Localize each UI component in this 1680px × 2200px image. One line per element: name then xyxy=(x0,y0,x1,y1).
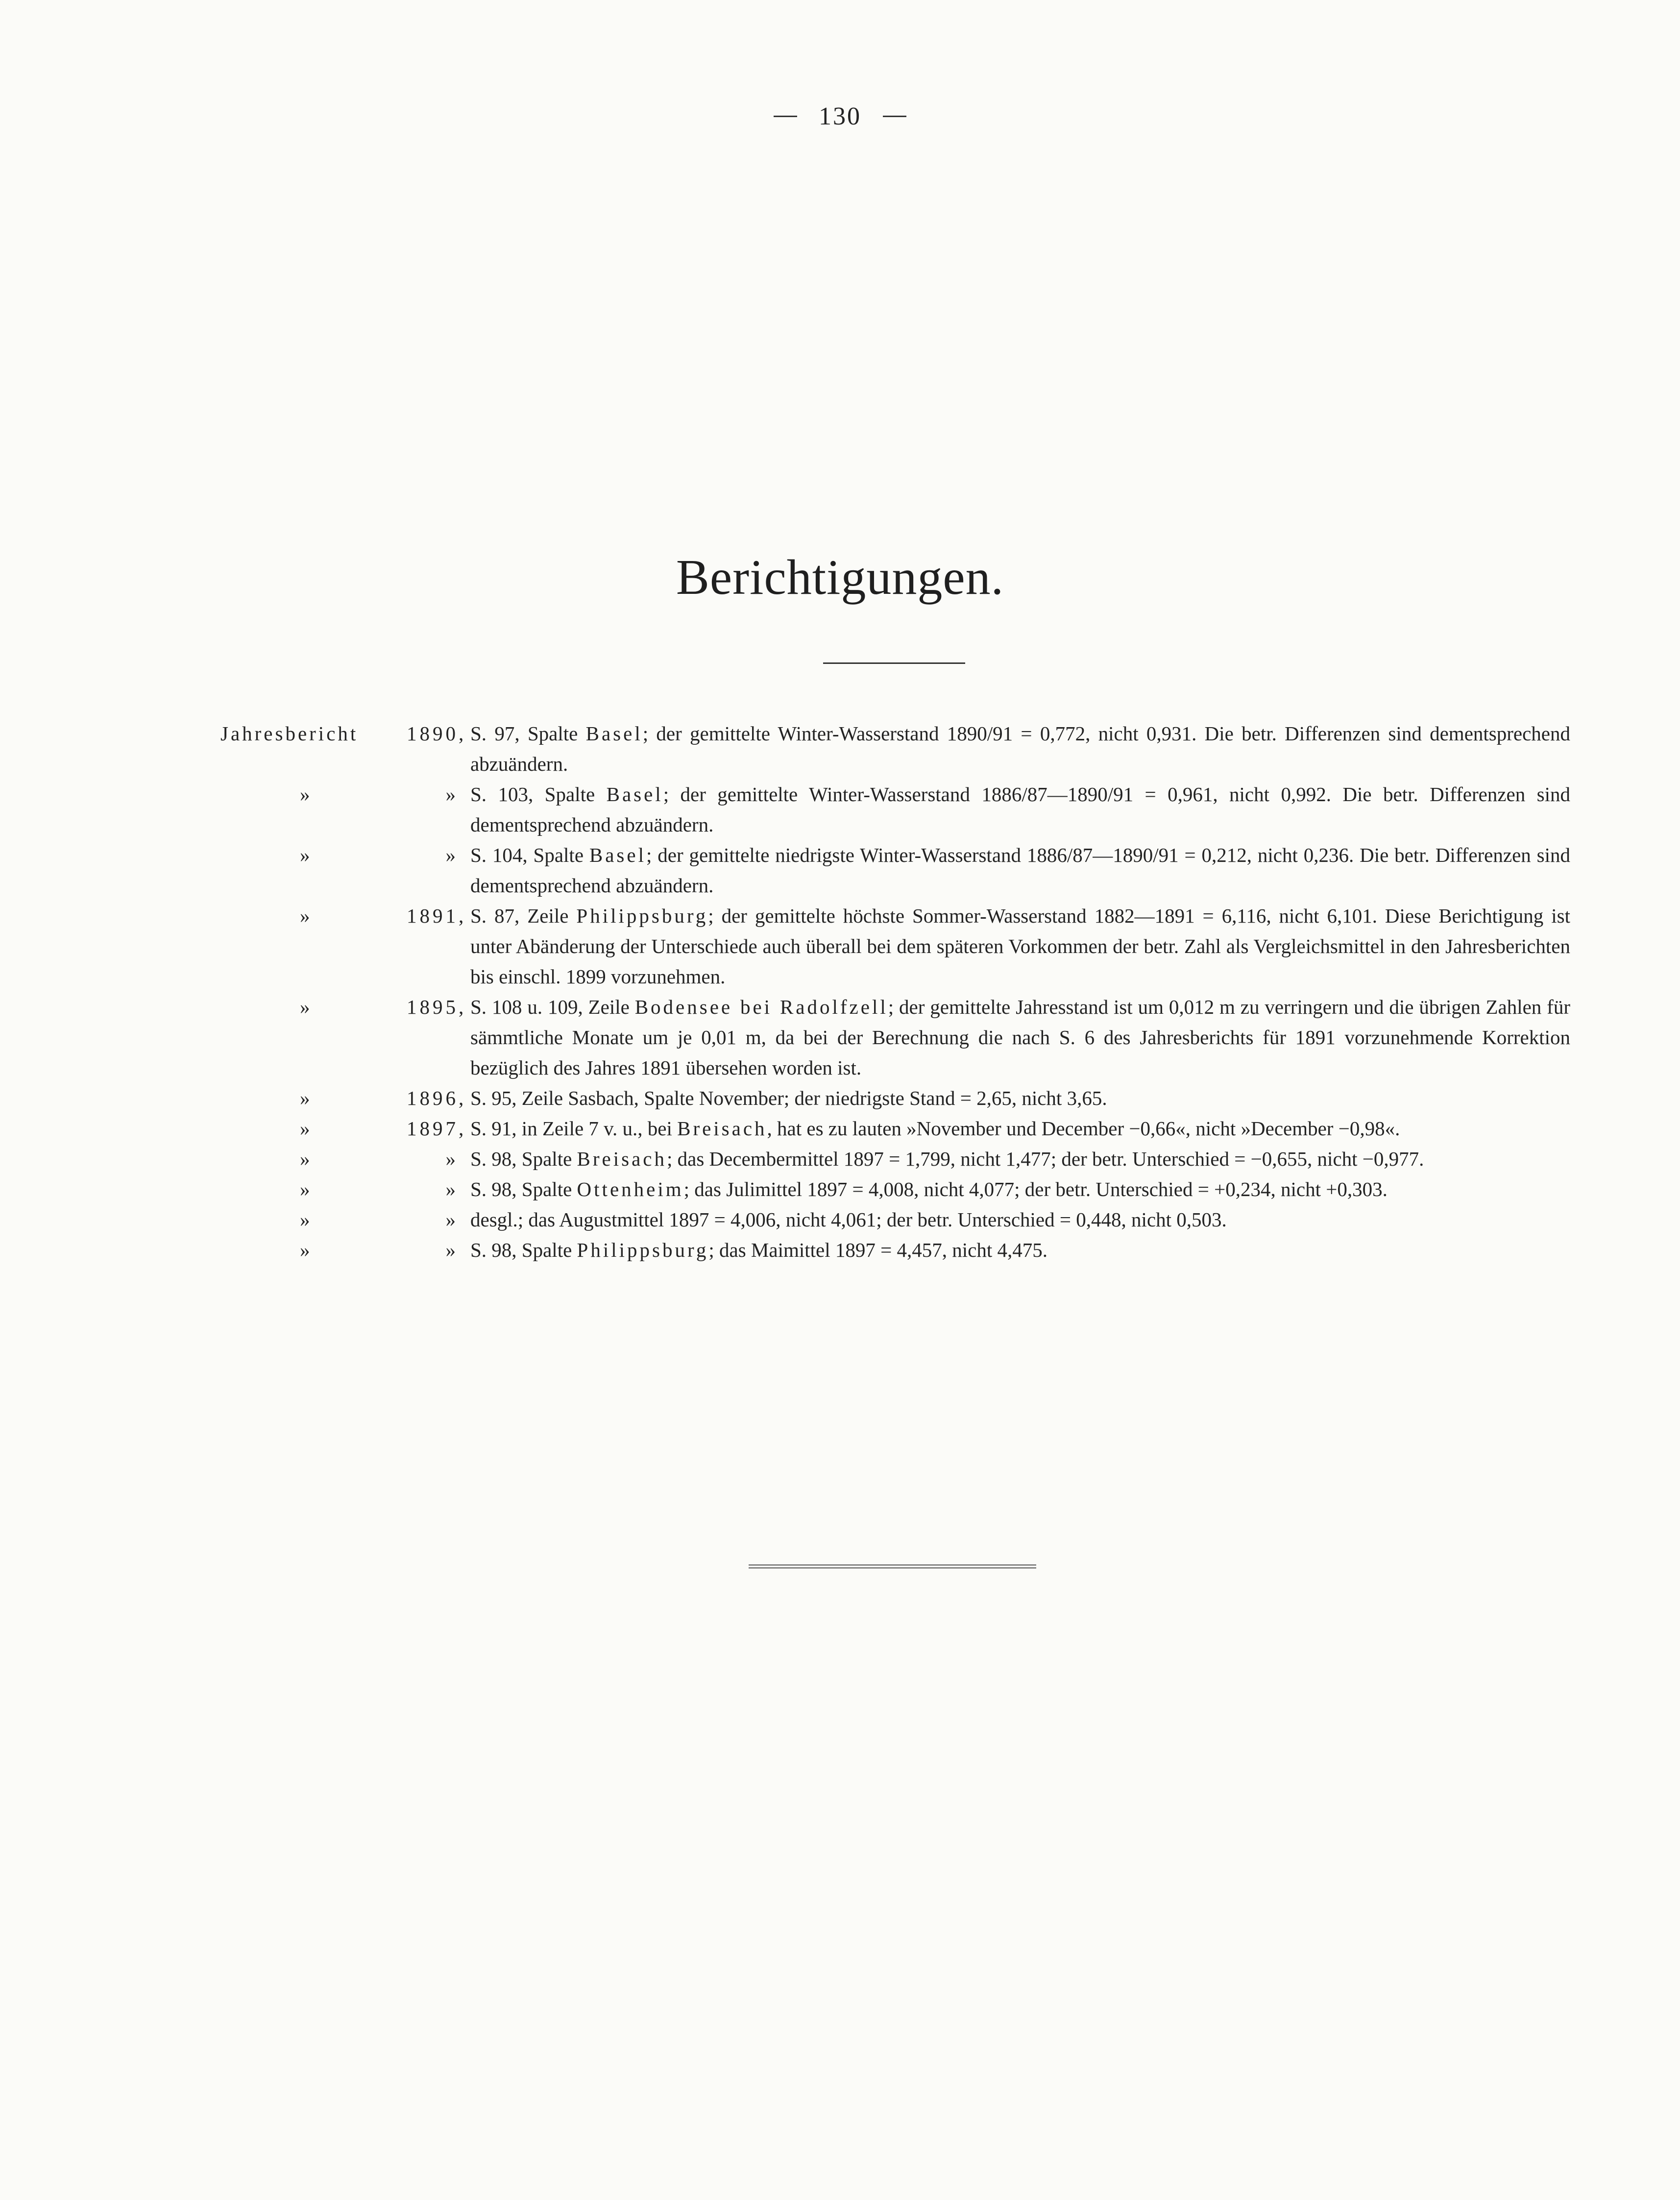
entry-text-segment: S. 95, Zeile Sasbach, Spalte November; der niedrigste Stand = 2,65, nicht 3,65. xyxy=(470,1087,1107,1109)
entry-text-segment: S. 98, Spalte xyxy=(470,1148,577,1170)
spaced-place-name: Basel xyxy=(589,844,646,866)
entry-year: » xyxy=(445,1178,459,1200)
entry-year: » xyxy=(445,1239,459,1261)
entry-report-label: » xyxy=(300,1178,310,1200)
entry-text-segment: ; der gemittelte Winter-Wasserstand 1886/87—1890/91 = 0,961, nicht 0,992. Die betr. Differenzen sind dementsprechend abzuändern. xyxy=(470,783,1570,836)
entry-report-label: » xyxy=(300,1208,310,1231)
correction-entry xyxy=(220,1235,1570,1265)
spaced-place-name: Breisach xyxy=(677,1117,767,1140)
entry-text xyxy=(466,779,1570,840)
entry-text-segment: ; der gemittelte Winter-Wasserstand 1890/91 = 0,772, nicht 0,931. Die betr. Differenzen sind dementsprechend abzuändern. xyxy=(470,722,1570,775)
entry-year: » xyxy=(445,844,459,866)
entry-text xyxy=(466,718,1570,779)
page-title: Berichtigungen. xyxy=(676,550,1004,605)
entry-text-segment: , hat es zu lauten »November und December −0,66«, nicht »December −0,98«. xyxy=(767,1117,1400,1140)
spaced-place-name: Philippsburg xyxy=(577,1239,709,1261)
entry-text-segment: S. 91, in Zeile 7 v. u., bei xyxy=(470,1117,678,1140)
correction-entry xyxy=(220,1174,1570,1204)
entry-text xyxy=(466,1235,1570,1265)
entry-report-label: » xyxy=(300,844,310,866)
entry-year: » xyxy=(445,783,459,806)
entry-text-segment: S. 97, Spalte xyxy=(470,722,586,745)
entry-text-segment: ; das Julimittel 1897 = 4,008, nicht 4,077; der betr. Unterschied = +0,234, nicht +0,303. xyxy=(683,1178,1388,1200)
entry-text-segment: S. 87, Zeile xyxy=(470,904,577,927)
spaced-place-name: Philippsburg xyxy=(576,904,708,927)
entry-report-label: » xyxy=(300,1117,310,1140)
spaced-place-name: Basel xyxy=(606,783,663,806)
spaced-place-name: Basel xyxy=(585,722,643,745)
entry-text-segment: S. 98, Spalte xyxy=(470,1178,577,1200)
entry-text xyxy=(466,901,1570,992)
entry-text xyxy=(466,840,1570,901)
right-dash-ornament xyxy=(883,116,906,117)
entry-text-segment: ; das Maimittel 1897 = 4,457, nicht 4,475. xyxy=(708,1239,1047,1261)
entry-year: 1895, xyxy=(407,996,467,1018)
entry-report-label: » xyxy=(300,1087,310,1109)
entry-text-segment: ; der gemittelte niedrigste Winter-Wasserstand 1886/87—1890/91 = 0,212, nicht 0,236. Die betr. Differenzen sind dementsprechend abzuändern. xyxy=(470,844,1570,897)
entry-year: 1890, xyxy=(407,722,467,745)
page-number-text: 130 xyxy=(819,102,861,130)
entry-year: 1891, xyxy=(407,904,467,927)
entry-text xyxy=(466,1144,1570,1174)
entry-text-segment: S. 104, Spalte xyxy=(470,844,589,866)
entry-report-label: » xyxy=(300,996,310,1018)
entry-year: » xyxy=(445,1148,459,1170)
entry-text-segment: S. 98, Spalte xyxy=(470,1239,577,1261)
entry-report-label: Jahresbericht xyxy=(220,722,359,745)
correction-entry xyxy=(220,779,1570,840)
correction-entry xyxy=(220,718,1570,779)
spaced-place-name: Breisach xyxy=(577,1148,667,1170)
entry-text-segment: ; das Decembermittel 1897 = 1,799, nicht 1,477; der betr. Unterschied = −0,655, nicht −0,977. xyxy=(667,1148,1424,1170)
spaced-place-name: Bodensee bei Radolfzell xyxy=(634,996,888,1018)
entry-report-label: » xyxy=(300,1239,310,1261)
correction-entry xyxy=(220,1083,1570,1113)
entry-year: 1897, xyxy=(407,1117,467,1140)
entry-report-label: » xyxy=(300,1148,310,1170)
entry-report-label: » xyxy=(300,904,310,927)
correction-entry xyxy=(220,840,1570,901)
entry-text xyxy=(466,1083,1570,1113)
entry-text-segment: ; der gemittelte Jahresstand ist um 0,012 m zu verringern und die übrigen Zahlen für sämmtliche Monate um je 0,01 m, da bei der Berechnung die nach S. 6 des Jahresberichts für 1891 vorzunehmende Korrektion bezüglich des Jahres 1891 übersehen worden ist. xyxy=(470,996,1570,1079)
page-number xyxy=(0,102,1680,131)
corrections-list xyxy=(220,718,1570,1265)
entry-text-segment: desgl.; das Augustmittel 1897 = 4,006, nicht 4,061; der betr. Unterschied = 0,448, nicht 0,503. xyxy=(470,1208,1227,1231)
correction-entry xyxy=(220,1204,1570,1235)
left-dash-ornament xyxy=(774,116,797,117)
correction-entry xyxy=(220,901,1570,992)
entry-text xyxy=(466,1174,1570,1204)
closing-double-rule xyxy=(749,1564,1036,1568)
spaced-place-name: Ottenheim xyxy=(577,1178,684,1200)
entry-text-segment: ; der gemittelte höchste Sommer-Wasserstand 1882—1891 = 6,116, nicht 6,101. Diese Berichtigung ist unter Abänderung der Unterschiede auch überall bei dem späteren Vorkommen der betr. Zahl als Vergleichsmittel in den Jahresberichten bis einschl. 1899 vorzunehmen. xyxy=(470,904,1570,988)
correction-entry xyxy=(220,992,1570,1083)
entry-text-segment: S. 108 u. 109, Zeile xyxy=(470,996,635,1018)
entry-year: » xyxy=(445,1208,459,1231)
entry-year: 1896, xyxy=(407,1087,467,1109)
entry-text xyxy=(466,1113,1570,1144)
entry-text xyxy=(466,992,1570,1083)
correction-entry xyxy=(220,1113,1570,1144)
entry-text-segment: S. 103, Spalte xyxy=(470,783,607,806)
title-divider xyxy=(823,662,965,664)
correction-entry xyxy=(220,1144,1570,1174)
entry-text xyxy=(466,1204,1570,1235)
entry-report-label: » xyxy=(300,783,310,806)
